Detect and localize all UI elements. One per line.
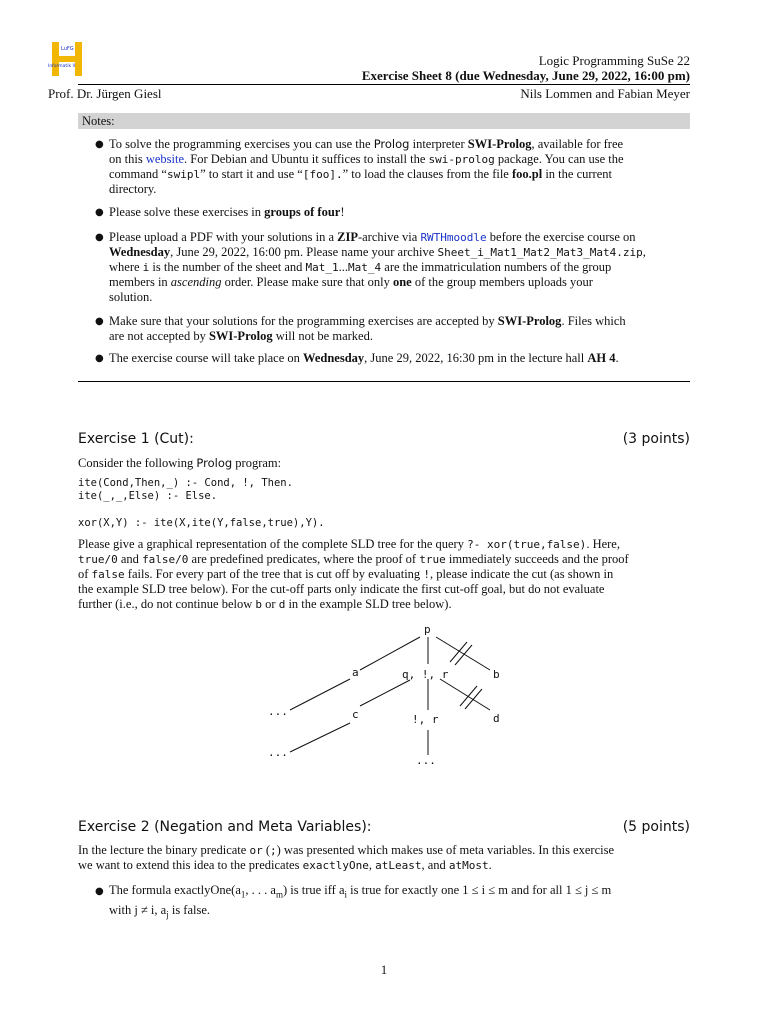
tree-node-a: a: [352, 666, 359, 679]
tree-node-p: p: [424, 623, 431, 636]
bullet-dot: ●: [95, 316, 104, 327]
bullet-dot: ●: [95, 353, 104, 364]
notes-rule: [78, 381, 690, 382]
exercise2-points: (5 points): [622, 819, 690, 835]
code-line-3: xor(X,Y) :- ite(X,ite(Y,false,true),Y).: [78, 517, 325, 529]
note-accepted: Make sure that your solutions for the programming exercises are accepted by SWI-Prolog. Files which are not accepted by SWI-Prolog will not be marked.: [109, 314, 626, 343]
exercise1-task: Please give a graphical representation of the complete SLD tree for the query ?- xor(true,false). Here, true/0 and false/0 are predefined predicates, where the proof of true immediately succeeds and the proof of false fails. For every part of the tree that is cut off by evaluating !, please indicate the cut (as shown in the example SLD tree below). For the cut-off parts only indicate the first cut-off goal, but do not evaluate further (i.e., do not continue below b or d in the example SLD tree below).: [78, 537, 629, 611]
exercise2-title: Exercise 2 (Negation and Meta Variables):: [78, 819, 372, 835]
exercise1-points: (3 points): [622, 431, 690, 447]
tree-node-dots-1: ...: [268, 705, 288, 718]
assistants-names: Nils Lommen and Fabian Meyer: [520, 86, 690, 101]
notes-header: Notes:: [78, 113, 690, 129]
page-number: 1: [380, 963, 388, 977]
sheet-title: Exercise Sheet 8 (due Wednesday, June 29, 2022, 16:00 pm): [361, 68, 690, 83]
professor-name: Prof. Dr. Jürgen Giesl: [48, 86, 162, 101]
note-groups: Please solve these exercises in groups of four!: [109, 205, 345, 219]
tree-node-c: c: [352, 708, 359, 721]
note-prolog-interpreter: To solve the programming exercises you can use the Prolog interpreter SWI-Prolog, available for free on this website. For Debian and Ubuntu it suffices to install the swi-prolog package. You can use the command “swipl” to start it and use “[foo].” to load the clauses from the file foo.pl in the current directory.: [109, 137, 624, 196]
header-rule: [78, 84, 690, 85]
moodle-link[interactable]: RWTHmoodle: [420, 231, 487, 244]
tree-node-b: b: [493, 668, 500, 681]
bullet-dot: ●: [95, 232, 104, 243]
exercise2-exactlyone-definition: The formula $exactlyOne(a_1$, . . . $a_m$) is true iff $a_i$ is true for exactly one 1 ≤ i ≤ m and for all 1 ≤ j ≤ m with j ≠ i, $a_j$ is false.: [109, 883, 612, 919]
institute-logo: [48, 40, 86, 78]
exercise1-title: Exercise 1 (Cut):: [78, 431, 194, 447]
logo-text-bottom: Informatik II: [48, 64, 76, 69]
tree-node-dots-3: ...: [416, 754, 436, 767]
exercise1-intro: Consider the following Prolog program:: [78, 456, 282, 470]
course-title: Logic Programming SuSe 22: [538, 53, 690, 68]
tree-node-d: d: [493, 712, 500, 725]
bullet-dot: ●: [95, 886, 104, 897]
bullet-dot: ●: [95, 139, 104, 150]
bullet-dot: ●: [95, 207, 104, 218]
note-upload: Please upload a PDF with your solutions in a ZIP-archive via RWTHmoodle before the exercise course on Wednesday, June 29, 2022, 16:00 pm. Please name your archive Sheet_i_Mat1_Mat2_Mat3_Mat4.zip, where i is the number of the sheet and Mat_1...Mat_4 are the immatriculation numbers of the group members in ascending order. Please make sure that only one of the group members uploads your solution.: [109, 230, 646, 304]
sld-tree-example: [260, 620, 520, 770]
tree-node-dots-2: ...: [268, 746, 288, 759]
logo-text-top: LuFG: [61, 46, 74, 52]
exercise2-intro: In the lecture the binary predicate or (;) was presented which makes use of meta variables. In this exercise we want to extend this idea to the predicates exactlyOne, atLeast, and atMost.: [78, 843, 615, 872]
code-line-1: ite(Cond,Then,_) :- Cond, !, Then.: [78, 477, 293, 489]
note-exercise-course: The exercise course will take place on Wednesday, June 29, 2022, 16:30 pm in the lecture hall AH 4.: [109, 351, 619, 365]
code-line-2: ite(_,_,Else) :- Else.: [78, 490, 218, 502]
website-link[interactable]: website: [145, 152, 184, 166]
tree-node-cut-r: !, r: [412, 713, 439, 726]
tree-node-q: q, !, r: [402, 668, 449, 681]
